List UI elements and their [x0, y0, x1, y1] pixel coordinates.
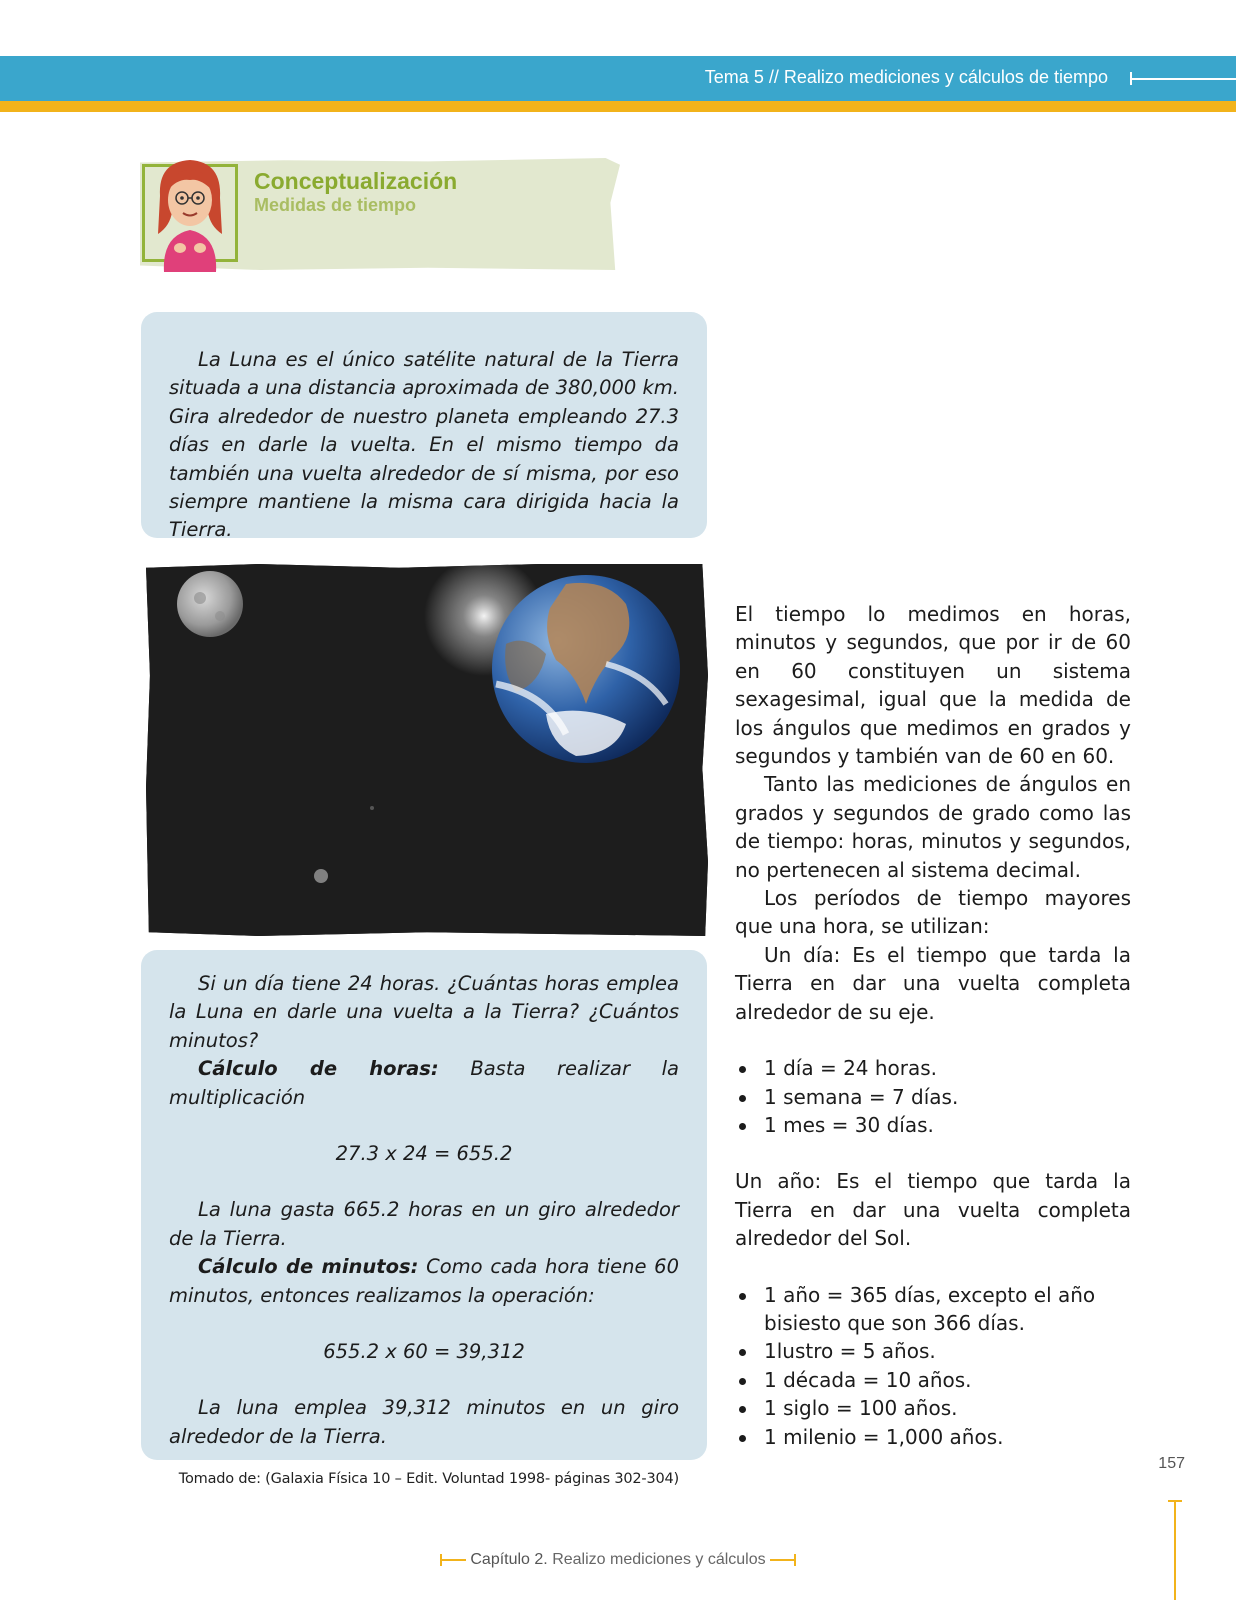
hours-result: La luna gasta 665.2 horas en un giro alrededor de la Tierra.	[169, 1198, 679, 1250]
paragraph-year: Un año: Es el tiempo que tarda la Tierra en dar una vuelta completa alrededor del Sol.	[735, 1169, 1131, 1251]
problem-box	[141, 950, 707, 1488]
section-title: Conceptualización	[254, 168, 458, 194]
list-item: 1 día = 24 horas.	[735, 1054, 1131, 1082]
hours-paragraph	[169, 1055, 679, 1112]
day-list	[735, 1054, 1131, 1139]
paragraph-day: Un día: Es el tiempo que tarda la Tierra en dar una vuelta completa alrededor de su eje.	[735, 942, 1131, 1024]
hours-label: Cálculo de horas:	[198, 1057, 439, 1081]
list-item: 1lustro = 5 años.	[735, 1337, 1131, 1365]
earth-moon-image	[146, 564, 708, 936]
page-number: 157	[1158, 1455, 1185, 1472]
teacher-avatar-icon	[150, 156, 230, 272]
paragraph-sexagesimal: El tiempo lo medimos en horas, minutos y segundos, que por ir de 60 en 60 constituyen un sistema sexagesimal, igual que la medida de los ángulos que medimos en grados y segundos y también van de 60 en 60.	[735, 602, 1131, 769]
right-column	[735, 600, 1131, 1451]
list-item: 1 milenio = 1,000 años.	[735, 1423, 1131, 1451]
footer	[0, 1551, 1236, 1569]
header-title: Tema 5 // Realizo mediciones y cálculos de tiempo	[704, 67, 1108, 87]
minutes-paragraph	[169, 1253, 679, 1310]
footer-dash-left	[440, 1559, 466, 1561]
paragraph-decimal: Tanto las mediciones de ángulos en grados y segundos de grado como las de tiempo: horas, minutos y segundos, no pertenecen al sistema decimal.	[735, 772, 1131, 882]
list-item: 1 semana = 7 días.	[735, 1083, 1131, 1111]
list-item: 1 siglo = 100 años.	[735, 1394, 1131, 1422]
intro-box	[141, 312, 707, 542]
footer-title: Realizo mediciones y cálculos	[552, 1551, 766, 1568]
footer-chapter: Capítulo 2.	[470, 1551, 548, 1568]
header-line	[1130, 78, 1236, 80]
source-citation: Tomado de: (Galaxia Física 10 – Edit. Voluntad 1998- páginas 302-304)	[178, 1471, 679, 1488]
intro-text: La Luna es el único satélite natural de la Tierra situada a una distancia aproximada de 380,000 km. Gira alrededor de nuestro planeta empleando 27.3 días en darle la vuelta. En el mismo tiempo da también una vuelta alrededor de sí misma, por eso siempre mantiene la misma cara dirigida hacia la Tierra.	[169, 348, 679, 542]
list-item: 1 década = 10 años.	[735, 1366, 1131, 1394]
list-item: 1 mes = 30 días.	[735, 1111, 1131, 1139]
section-subtitle: Medidas de tiempo	[254, 195, 417, 215]
year-list	[735, 1281, 1131, 1451]
equation-minutes: 655.2 x 60 = 39,312	[323, 1340, 525, 1364]
hours-text: Basta realizar la multiplicación	[169, 1057, 679, 1109]
problem-question: Si un día tiene 24 horas. ¿Cuántas horas emplea la Luna en darle una vuelta a la Tierra? ¿Cuántos minutos?	[169, 972, 679, 1052]
footer-dash-right	[770, 1559, 796, 1561]
minutes-result: La luna emplea 39,312 minutos en un giro alrededor de la Tierra.	[169, 1396, 679, 1448]
equation-hours: 27.3 x 24 = 655.2	[335, 1142, 513, 1166]
minutes-text: Como cada hora tiene 60 minutos, entonces realizamos la operación:	[169, 1255, 679, 1307]
side-line	[1174, 1500, 1176, 1600]
header-stripe	[0, 101, 1236, 112]
minutes-label: Cálculo de minutos:	[198, 1255, 419, 1279]
paragraph-periods: Los períodos de tiempo mayores que una hora, se utilizan:	[735, 886, 1131, 939]
list-item: 1 año = 365 días, excepto el año bisiesto que son 366 días.	[735, 1281, 1131, 1338]
